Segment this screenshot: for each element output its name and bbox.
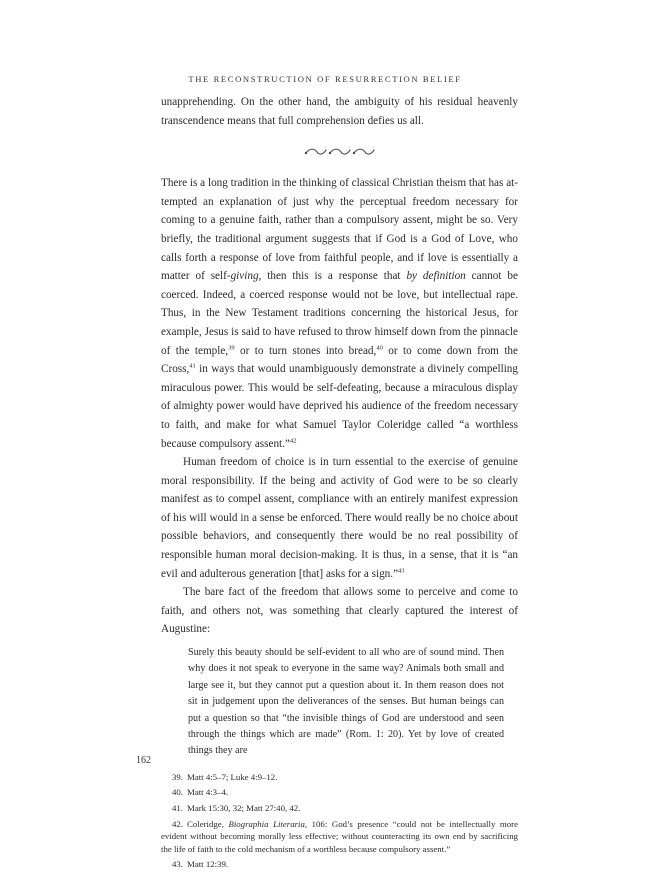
page-number: 162 (136, 755, 151, 766)
ornamental-divider (161, 130, 518, 174)
augustine-quote (188, 645, 504, 760)
paragraph-augustine: The bare fact of the freedom that allows some to perceive and come to faith, and others not, was something that clearly captured the interest of Augustine: (161, 586, 518, 636)
main-text (161, 93, 518, 874)
flourish-icon (304, 146, 376, 158)
footnote-ref-40: 40 (376, 343, 383, 351)
paragraph-moral-responsibility: Human freedom of choice is in turn essential to the exercise of genuine moral responsibility. If the being and activity of God were to be so clearly manifest as to compel assent, compliance with an entirely manifest expression of his will would in a sense be enforced. There would really be no choice about possible behaviors, and consequently there would be no real possibility of responsible human moral decision-making. It is thus, in a sense, that it is “an evil and adulterous generation [that] asks for a sign.”$^{43}$ (161, 456, 518, 580)
footnote-42: 42. Coleridge, Biographia Literaria, 106: God’s presence “could not be intellectually more evident without becoming morally less effective; without counteracting its own end by sacrificing the life of faith to the cold mechanism of a worthless because compulsory assent.” (161, 818, 518, 854)
footnote-ref-43: 43 (398, 566, 405, 574)
footnote-ref-41: 41 (189, 362, 196, 370)
footnotes (161, 771, 518, 871)
footnote-40: 40. Matt 4:3–4. (172, 787, 229, 798)
quote-text: Surely this beauty should be self-evident to all who are of sound mind. Then why does it not speak to everyone in the same way? Animals both small and large see it, but they cannot put a question about it. In them reason does not sit in judgement upon the deliverances of the senses. But human beings can put a question so that “the invisible things of God are understood and seen through the things which are made” (Rom. 1: 20). Yet by love of created things they are (188, 647, 504, 757)
running-head: THE RECONSTRUCTION OF RESURRECTION BELIEF (188, 74, 462, 84)
footnote-43: 43. Matt 12:39. (172, 859, 229, 870)
footnote-ref-39: 39 (228, 343, 235, 351)
footnote-41: 41. Mark 15:30, 32; Matt 27:40, 42. (172, 803, 301, 814)
paragraph-love-freedom: There is a long tradition in the thinking of classical Christian theism that has attempted an explanation of just why the perceptual freedom necessary for coming to a genuine faith, rather than a compulsory assent, might be so. Very briefly, the traditional argument suggests that if God is a God of Love, who calls forth a response of love from faithful people, and if love is essentially a matter of self-giving, then this is a response that by definition cannot be coerced. Indeed, a coerced response would not be love, but intellectual rape. Thus, in the New Testament traditions concerning the historical Jesus, for example, Jesus is said to have refused to throw himself down from the pinnacle of the temple,$^{39}$ or to turn stones into bread,$^{40}$ or to come down from the Cross,$^{41}$ in ways that would unambiguously demonstrate a divinely compelling miraculous power. This would be self-defeating, because a miraculous display of almighty power would have deprived his audience of the freedom necessary to faith, and make for what Samuel Taylor Coleridge called “a worthless because compulsory assent.”$^{42}$ (161, 177, 518, 450)
footnote-ref-42: 42 (289, 436, 297, 444)
opening-paragraph: unapprehending. On the other hand, the ambiguity of his residual heavenly transcendence means that full comprehension defies us all. (161, 96, 518, 127)
footnote-39: 39. Matt 4:5–7; Luke 4:9–12. (172, 771, 278, 782)
